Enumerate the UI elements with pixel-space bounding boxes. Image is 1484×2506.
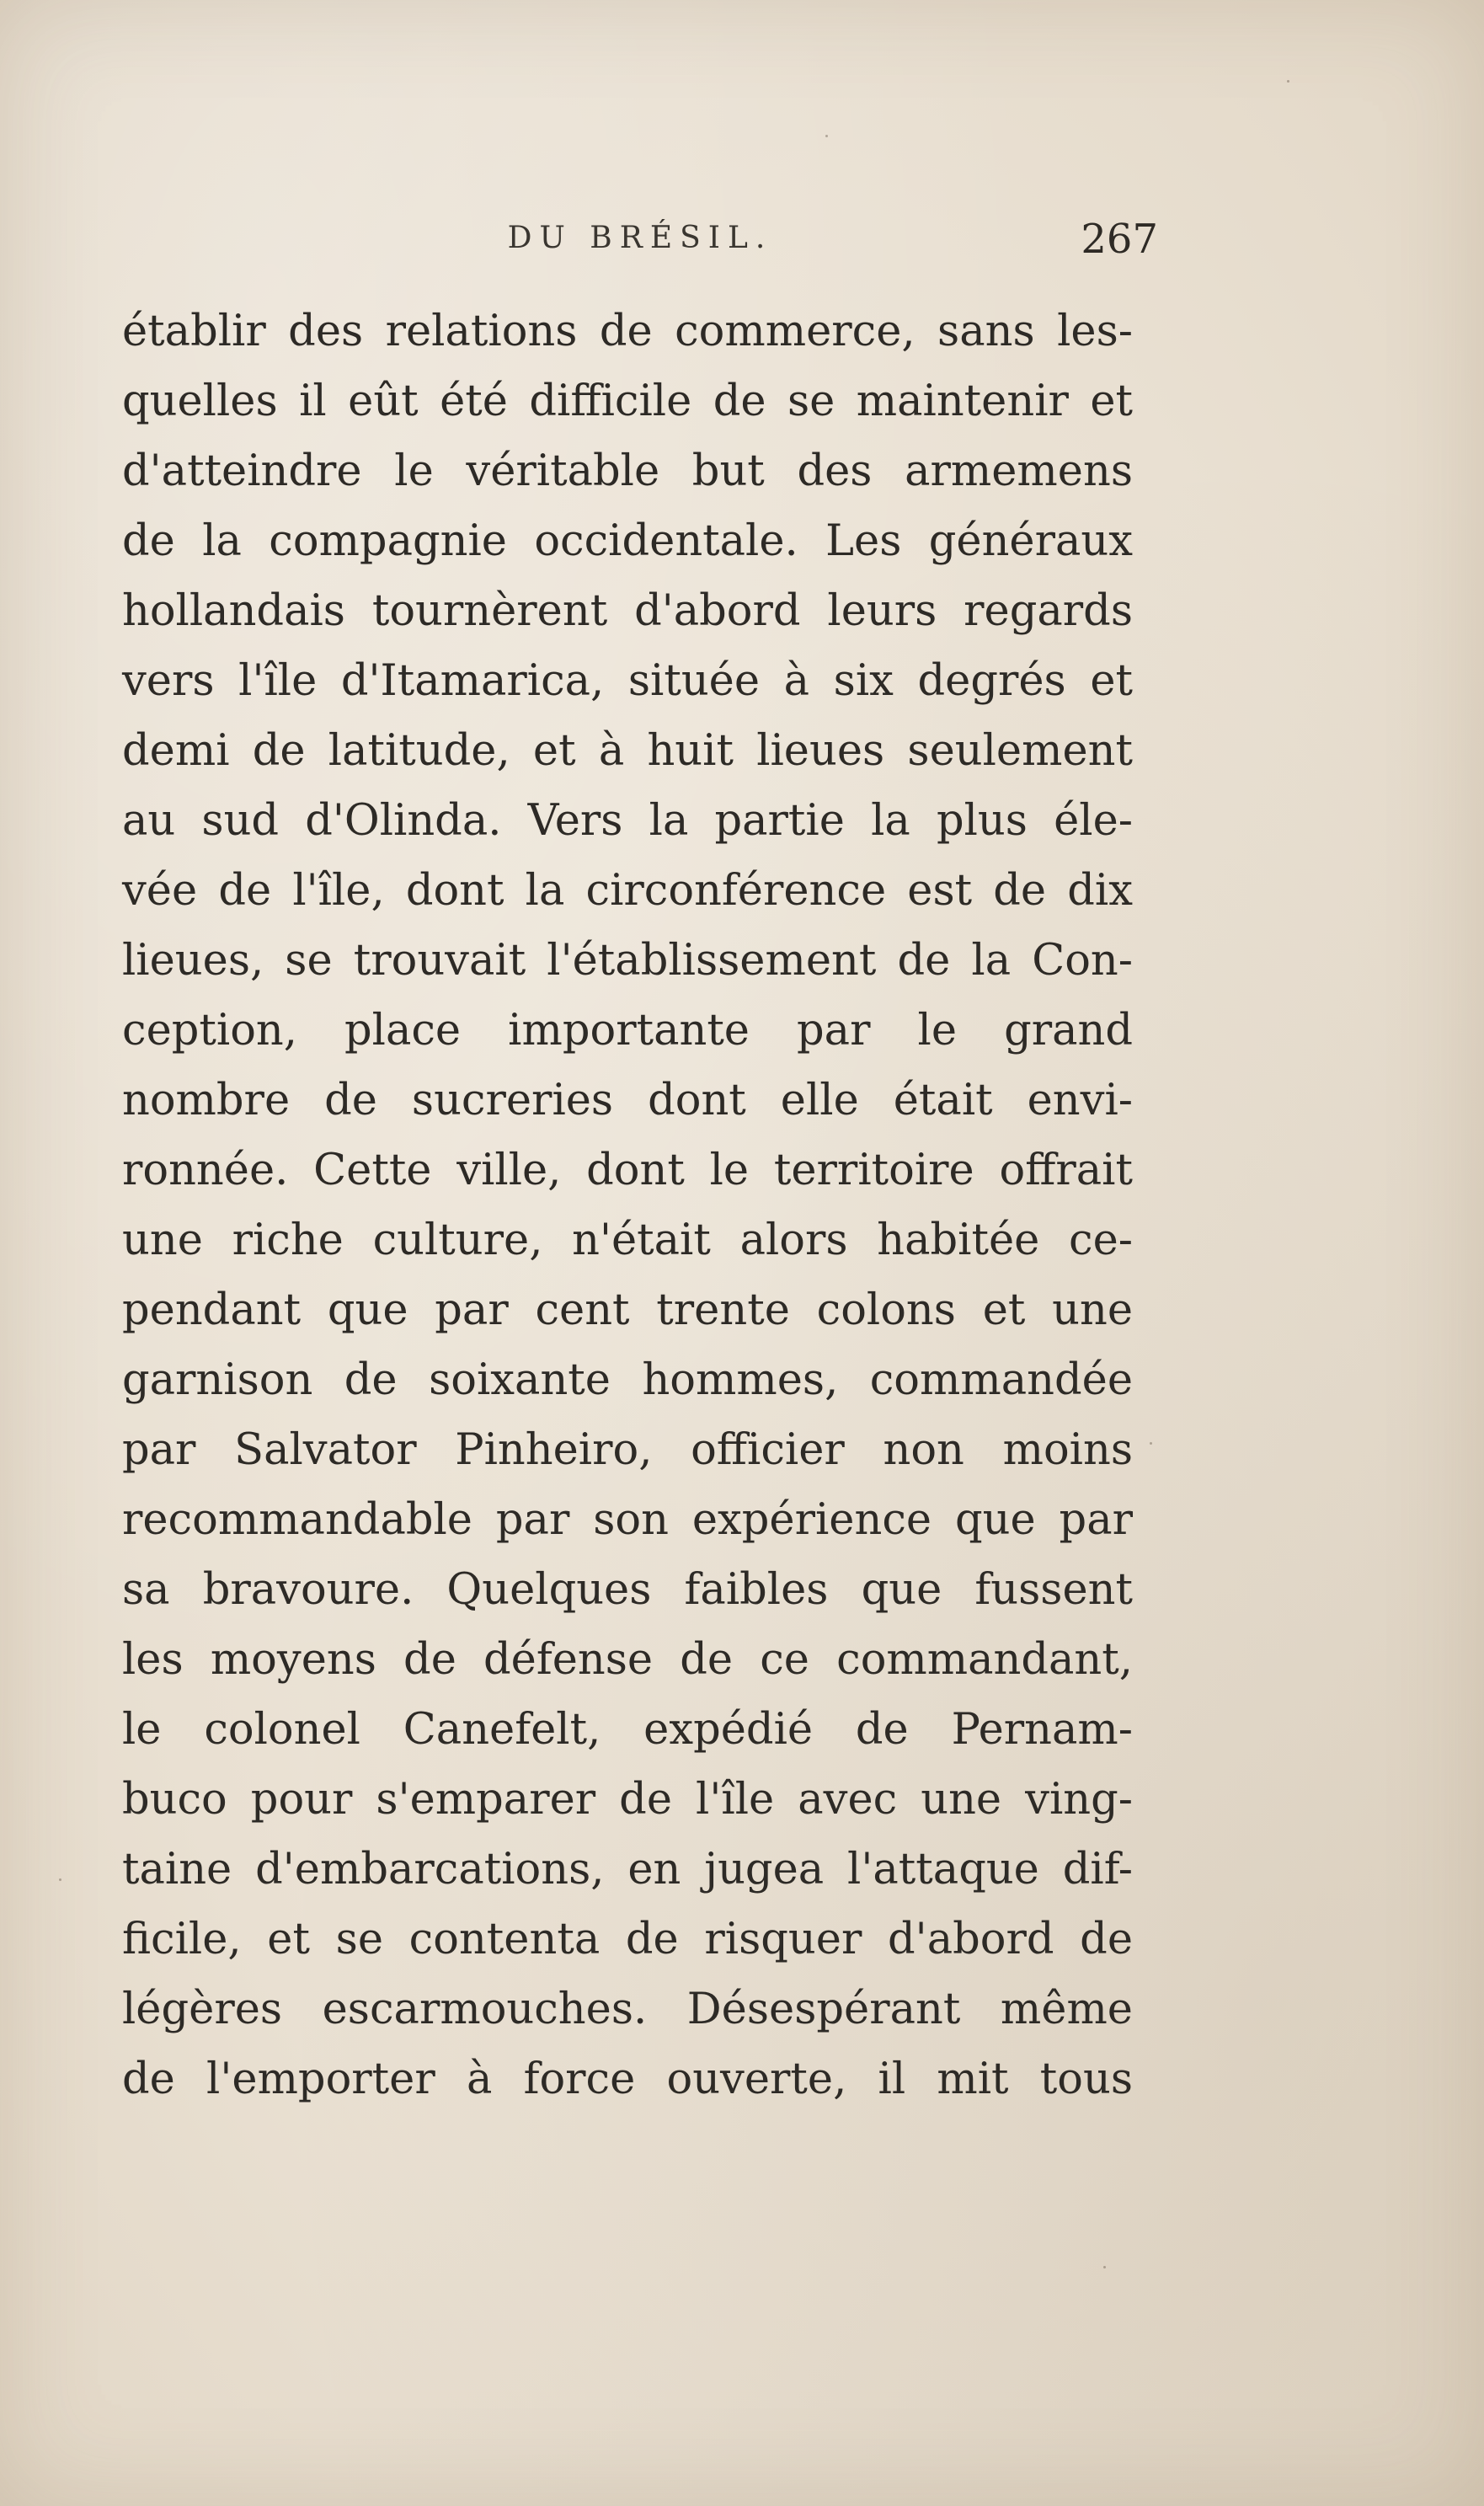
text-line: ficile, et se contenta de risquer d'abord de	[122, 1915, 1133, 1964]
running-title: DU BRÉSIL.	[507, 221, 773, 255]
page-number: 267	[1081, 216, 1158, 263]
text-line: sa bravoure. Quelques faibles que fussent	[122, 1565, 1133, 1615]
text-line: demi de latitude, et à huit lieues seulement	[122, 726, 1133, 776]
text-line: garnison de soixante hommes, commandée	[122, 1355, 1133, 1405]
text-line: hollandais tournèrent d'abord leurs regards	[122, 586, 1133, 636]
paper-speck	[1103, 2266, 1106, 2268]
text-line: vers l'île d'Itamarica, située à six degrés et	[122, 656, 1133, 706]
text-line: de l'emporter à force ouverte, il mit tous	[122, 2054, 1133, 2104]
text-line: lieues, se trouvait l'établissement de la Con-	[122, 936, 1133, 986]
running-head	[122, 216, 1158, 271]
paper-speck	[59, 1878, 61, 1881]
paper-speck	[825, 135, 828, 137]
text-line: nombre de sucreries dont elle était envi-	[122, 1076, 1133, 1125]
text-line: d'atteindre le véritable but des armemens	[122, 446, 1133, 496]
text-line: quelles il eût été difficile de se maintenir et	[122, 377, 1133, 426]
text-line: légères escarmouches. Désespérant même	[122, 1985, 1133, 2034]
text-line: au sud d'Olinda. Vers la partie la plus éle-	[122, 796, 1133, 846]
text-line: les moyens de défense de ce commandant,	[122, 1635, 1133, 1685]
text-line: de la compagnie occidentale. Les généraux	[122, 516, 1133, 566]
text-line: pendant que par cent trente colons et une	[122, 1285, 1133, 1335]
text-line: recommandable par son expérience que par	[122, 1495, 1133, 1545]
text-line: le colonel Canefelt, expédié de Pernam-	[122, 1705, 1133, 1755]
text-line: vée de l'île, dont la circonférence est de dix	[122, 866, 1133, 916]
text-line: taine d'embarcations, en jugea l'attaque dif-	[122, 1845, 1133, 1894]
paper-speck	[1287, 80, 1289, 83]
text-line: établir des relations de commerce, sans les-	[122, 307, 1133, 356]
text-line: buco pour s'emparer de l'île avec une ving-	[122, 1775, 1133, 1825]
text-line: ception, place importante par le grand	[122, 1006, 1133, 1055]
text-line: par Salvator Pinheiro, officier non moins	[122, 1425, 1133, 1475]
text-line: une riche culture, n'était alors habitée ce-	[122, 1216, 1133, 1265]
text-line: ronnée. Cette ville, dont le territoire offrait	[122, 1146, 1133, 1195]
body-text	[122, 297, 1133, 2114]
paper-speck	[1150, 1442, 1152, 1445]
